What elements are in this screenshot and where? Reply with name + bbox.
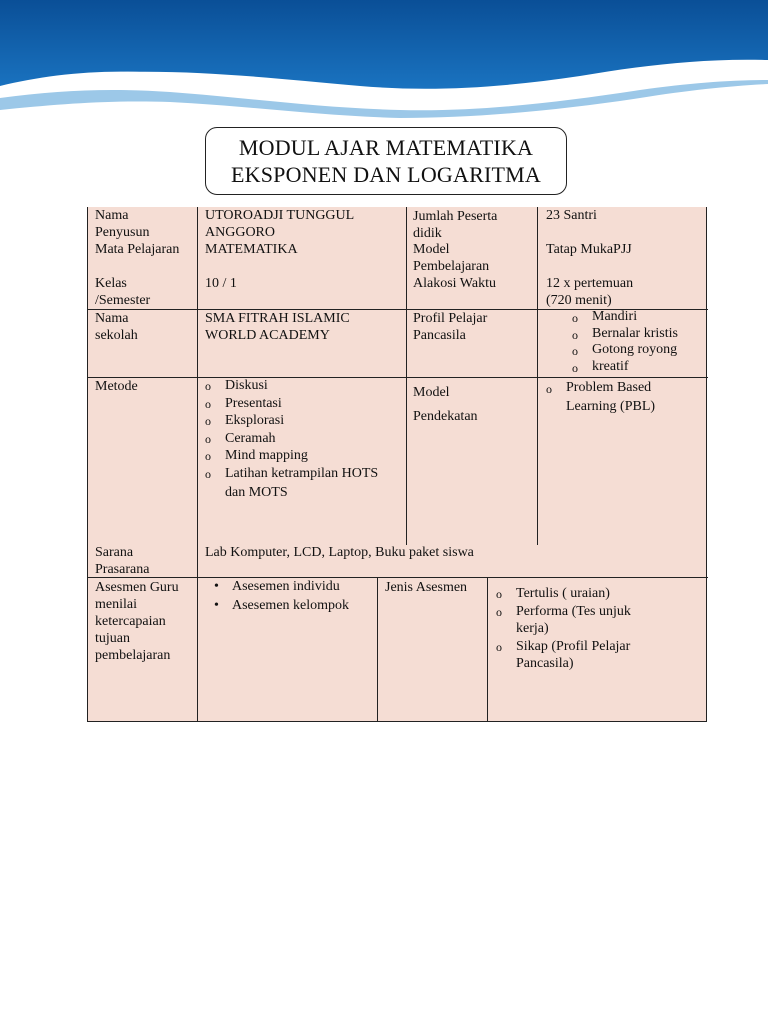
list-item: o Presentasi	[205, 395, 378, 413]
col-divider	[377, 577, 378, 722]
list-item: o Eksplorasi	[205, 412, 378, 430]
row-divider	[88, 577, 708, 578]
pendekatan-label: Pendekatan	[413, 409, 478, 424]
model-continuation: Learning (PBL)	[566, 399, 656, 414]
list-item: o Problem Based	[546, 379, 651, 397]
asesmen-label: Asesmen Guru menilai ketercapaian tujuan pembelajaran	[95, 580, 179, 663]
list-item: o kreatif	[572, 359, 678, 376]
jenis-asesmen-list-2	[496, 638, 630, 656]
list-item: • Asesemen kelompok	[205, 596, 349, 615]
list-item: o Performa (Tes unjuk	[496, 603, 631, 621]
mapel-label: Mata Pelajaran	[95, 242, 180, 257]
metode-label: Metode	[95, 379, 138, 394]
list-item: o Tertulis ( uraian)	[496, 585, 631, 603]
header-wave-banner	[0, 0, 768, 120]
list-item: o Bernalar kristis	[572, 326, 678, 343]
module-title-box	[205, 127, 567, 195]
asesmen-type-list	[205, 577, 349, 615]
mapel-value: MATEMATIKA	[205, 242, 298, 257]
list-item: o Sikap (Profil Pelajar	[496, 638, 630, 656]
peserta-value: 23 Santri	[546, 208, 597, 223]
col-divider	[197, 207, 198, 722]
model-list	[546, 379, 651, 397]
list-item: o Latihan ketrampilan HOTS	[205, 465, 378, 483]
list-item: • Asesemen individu	[205, 577, 349, 596]
jenis-continuation: Pancasila)	[516, 656, 574, 671]
profil-label: Profil Pelajar Pancasila	[413, 311, 488, 343]
jenis-continuation: kerja)	[516, 621, 549, 636]
list-item: o Mind mapping	[205, 447, 378, 465]
model-pembelajaran-value: Tatap MukaPJJ	[546, 242, 632, 257]
model-pembelajaran-label: Model Pembelajaran	[413, 242, 490, 274]
module-info-table	[87, 207, 707, 722]
list-item: o Gotong royong	[572, 342, 678, 359]
module-title-line1: MODUL AJAR MATEMATIKA	[238, 135, 534, 160]
sarana-label: Sarana Prasarana	[95, 545, 150, 577]
jenis-asesmen-label: Jenis Asesmen	[385, 580, 468, 595]
penyusun-label: Nama Penyusun	[95, 208, 150, 240]
sekolah-value: SMA FITRAH ISLAMIC WORLD ACADEMY	[205, 311, 350, 343]
metode-list	[205, 377, 378, 482]
col-divider	[406, 207, 407, 545]
col-divider	[537, 207, 538, 545]
model-label: Model	[413, 385, 450, 400]
kelas-label: Kelas /Semester	[95, 276, 151, 308]
waktu-value: 12 x pertemuan (720 menit)	[546, 276, 634, 308]
kelas-value: 10 / 1	[205, 276, 237, 291]
list-item: o Mandiri	[572, 309, 678, 326]
metode-continuation: dan MOTS	[225, 485, 288, 500]
waktu-label: Alakosi Waktu	[413, 276, 496, 291]
peserta-label: Jumlah Peserta didik	[413, 209, 498, 241]
sekolah-label: Nama sekolah	[95, 311, 138, 343]
list-item: o Ceramah	[205, 430, 378, 448]
penyusun-value: UTOROADJI TUNGGUL ANGGORO	[205, 208, 355, 240]
module-title-line2: EKSPONEN DAN LOGARITMA	[231, 162, 541, 187]
row-divider	[88, 377, 708, 378]
col-divider	[487, 577, 488, 722]
jenis-asesmen-list	[496, 585, 631, 620]
profil-list	[572, 309, 678, 375]
list-item: o Diskusi	[205, 377, 378, 395]
sarana-value: Lab Komputer, LCD, Laptop, Buku paket siswa	[205, 545, 474, 560]
